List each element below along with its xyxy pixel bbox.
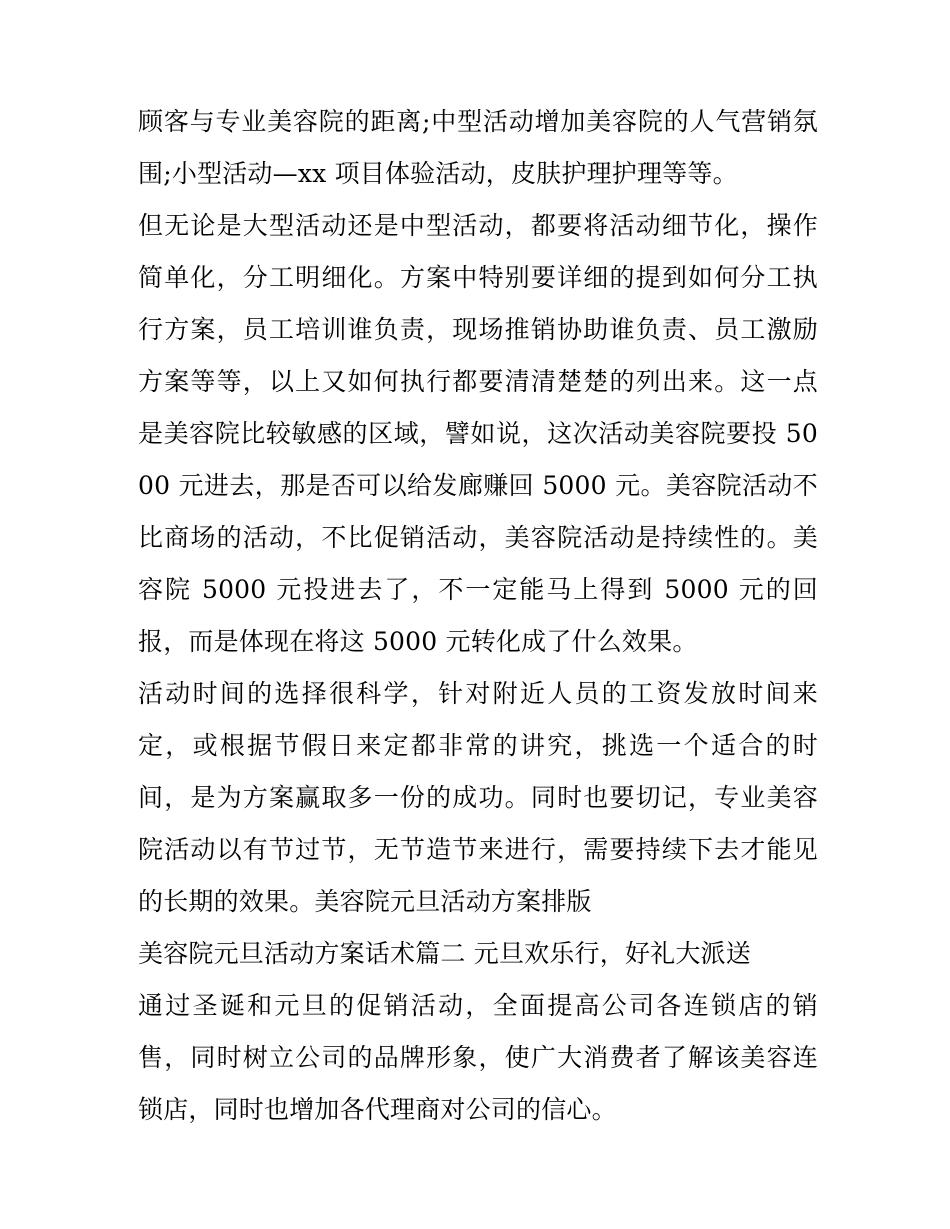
paragraph: 顾客与专业美容院的距离;中型活动增加美容院的人气营销氛围;小型活动—xx 项目体验活动，皮肤护理护理等等。 [138, 107, 818, 188]
paragraph: 但无论是大型活动还是中型活动，都要将活动细节化，操作简单化，分工明细化。方案中特别要详细的提到如何分工执行方案，员工培训谁负责，现场推销协助谁负责、员工激励方案等等，以上又如何执行都要清清楚楚的列出来。这一点是美容院比较敏感的区域，譬如说，这次活动美容院要投 5000 元进去，那是否可以给发廊赚回 5000 元。美容院活动不比商场的活动，不比促销活动，美容院活动是持续性的。美容院 5000 元投进去了，不一定能马上得到 5000 元的回报，而是体现在将这 5000 元转化成了什么效果。 [138, 211, 818, 656]
paragraph: 通过圣诞和元旦的促销活动，全面提高公司各连锁店的销售，同时树立公司的品牌形象，使广大消费者了解该美容连锁店，同时也增加各代理商对公司的信心。 [138, 991, 818, 1124]
paragraph: 活动时间的选择很科学，针对附近人员的工资发放时间来定，或根据节假日来定都非常的讲究，挑选一个适合的时间，是为方案赢取多一份的成功。同时也要切记，专业美容院活动以有节过节，无节造节来进行，需要持续下去才能见的长期的效果。美容院元旦活动方案排版 [138, 679, 818, 916]
document-body [138, 96, 818, 1136]
paragraph: 美容院元旦活动方案话术篇二 元旦欢乐行，好礼大派送 [138, 939, 751, 968]
